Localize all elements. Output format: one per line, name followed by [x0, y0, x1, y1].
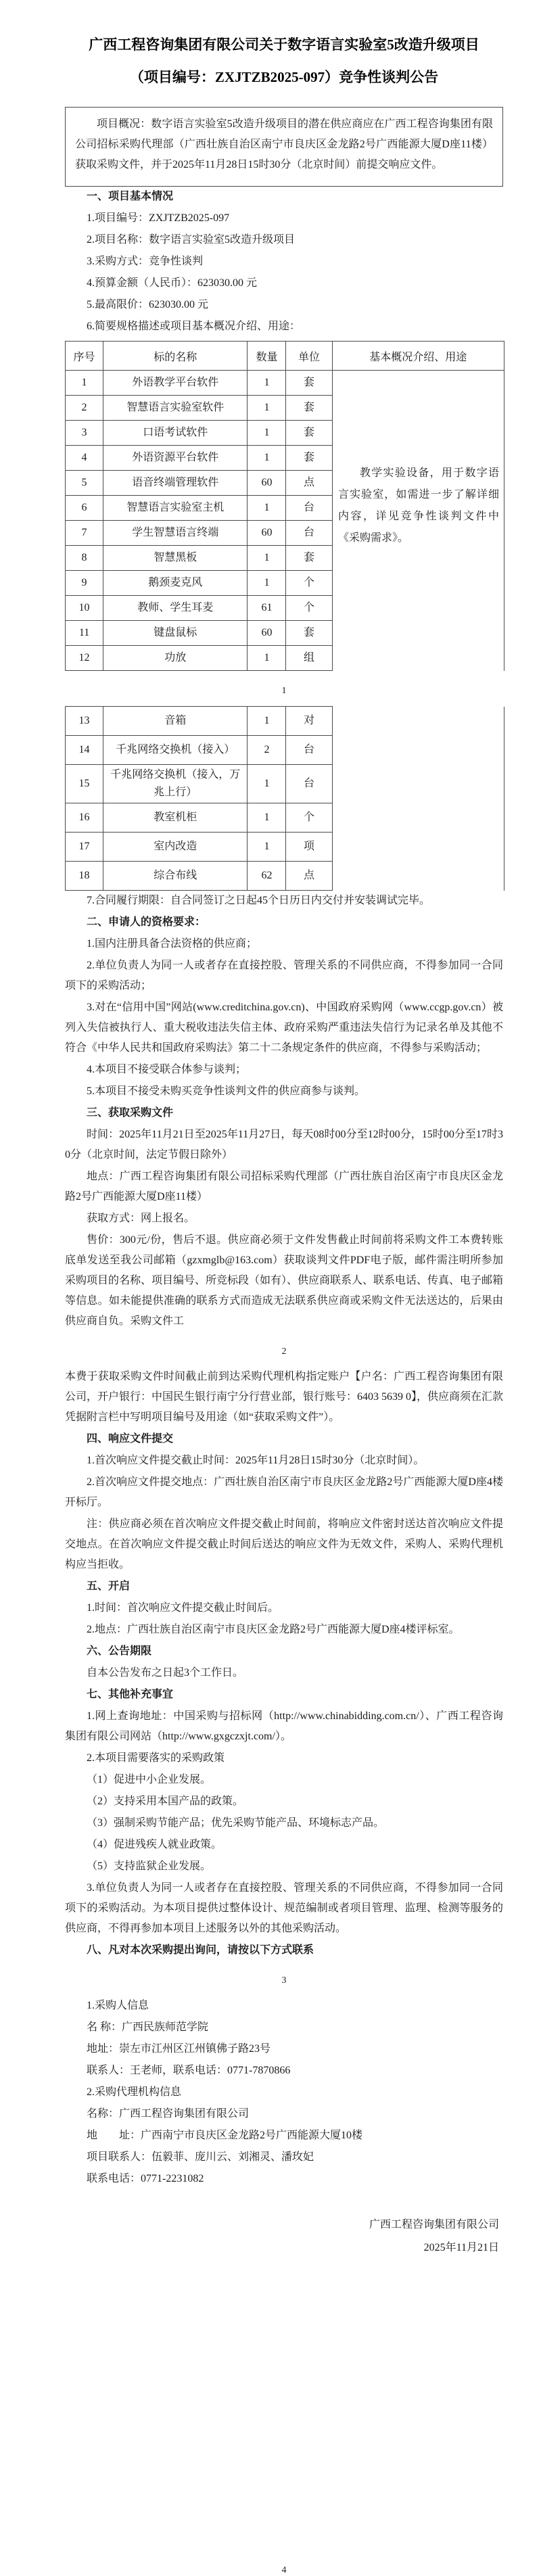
- section-basic-info: [65, 187, 503, 337]
- paragraph: 1.网上查询地址：中国采购与招标网（http://www.chinabidding.com.cn/）、广西工程咨询集团有限公司网站（http://www.gxgczxjt.com/）。: [65, 1710, 503, 1742]
- project-overview-box: [65, 107, 503, 187]
- paragraph: 2.地点：广西壮族自治区南宁市良庆区金龙路2号广西能源大厦D座4楼评标室。: [87, 1624, 460, 1635]
- paragraph: 6.简要规格描述或项目基本概况介绍、用途：: [87, 321, 301, 332]
- paragraph: 八、凡对本次采购提出询问，请按以下方式联系: [87, 1944, 314, 1956]
- cell-name: 语音终端管理软件: [103, 471, 248, 496]
- paragraph: 2.首次响应文件提交地点：广西壮族自治区南宁市良庆区金龙路2号广西能源大厦D座4楼开标厅。: [65, 1476, 503, 1508]
- cell-name: 教师、学生耳麦: [103, 596, 248, 621]
- cell-qty: 1: [248, 396, 286, 421]
- cell-name: 音箱: [103, 707, 248, 736]
- cell-name: 学生智慧语言终端: [103, 521, 248, 546]
- cell-desc: [332, 765, 504, 803]
- cell-name: 鹅颈麦克风: [103, 571, 248, 596]
- cell-desc: [332, 396, 504, 421]
- cell-unit: 个: [286, 803, 332, 833]
- cell-unit: 个: [286, 571, 332, 596]
- paragraph: 1.时间：首次响应文件提交截止时间后。: [87, 1602, 279, 1614]
- paragraph: 时间：2025年11月21日至2025年11月27日，每天08时00分至12时00分，15时00分至17时30分（北京时间，法定节假日除外）: [65, 1129, 503, 1161]
- cell-unit: 台: [286, 736, 332, 765]
- cell-no: 12: [66, 646, 103, 671]
- page-number-2: 2: [281, 1346, 287, 1357]
- table-row: [66, 736, 504, 765]
- cell-qty: 1: [248, 765, 286, 803]
- cell-unit: 点: [286, 471, 332, 496]
- cell-no: 7: [66, 521, 103, 546]
- cell-no: 11: [66, 621, 103, 646]
- title-line-1: 广西工程咨询集团有限公司关于数字语言实验室5改造升级项目: [89, 37, 479, 53]
- page4-bottom-space: [65, 2259, 503, 2550]
- paragraph: （4）促进残疾人就业政策。: [87, 1839, 222, 1850]
- cell-qty: 1: [248, 803, 286, 833]
- cell-qty: 1: [248, 446, 286, 471]
- paragraph: 地 址：广西南宁市良庆区金龙路2号广西能源大厦10楼: [87, 2130, 363, 2141]
- paragraph: 五、开启: [87, 1580, 131, 1592]
- paragraph: 1.国内注册具备合法资格的供应商；: [87, 938, 258, 950]
- paragraph: （5）支持监狱企业发展。: [87, 1860, 212, 1872]
- paragraph: 1.项目编号：ZXJTZB2025-097: [87, 212, 230, 224]
- cell-qty: 1: [248, 707, 286, 736]
- header-name: 标的名称: [103, 342, 248, 371]
- cell-no: 14: [66, 736, 103, 765]
- cell-unit: 套: [286, 371, 332, 396]
- cell-no: 9: [66, 571, 103, 596]
- paragraph: 5.本项目不接受未购买竞争性谈判文件的供应商参与谈判。: [87, 1085, 366, 1097]
- table-row: [66, 707, 504, 736]
- items-table-header: [66, 342, 504, 371]
- cell-name: 外语资源平台软件: [103, 446, 248, 471]
- table-row: [66, 765, 504, 803]
- section-contact-info: [65, 1996, 503, 2189]
- cell-unit: 台: [286, 521, 332, 546]
- table-row: [66, 833, 504, 862]
- cell-unit: 组: [286, 646, 332, 671]
- paragraph: 3.采购方式：竞争性谈判: [87, 256, 204, 267]
- page-number-1: 1: [281, 686, 287, 696]
- header-desc: 基本概况介绍、用途: [332, 342, 504, 371]
- paragraph: （1）促进中小企业发展。: [87, 1774, 212, 1785]
- paragraph: 二、申请人的资格要求：: [87, 916, 206, 928]
- cell-desc: [332, 571, 504, 596]
- paragraph: 售价：300元/份，售后不退。供应商必须于文件发售截止时间前将采购文件工本费转账底单发送至我公司邮箱（gzxmglb@163.com）获取谈判文件PDF电子版，邮件需注明所参加采购项目的名称、项目编号、所竞标段（如有）、供应商联系人、联系电话、传真、电子邮箱等信息。如未能提供准确的联系方式而造成无法联系供应商或采购文件无法送达的，后果由供应商自负。采购文件工: [65, 1234, 504, 1327]
- table-row: [66, 646, 504, 671]
- cell-desc: [332, 833, 504, 862]
- paragraph: （2）支持采用本国产品的政策。: [87, 1796, 244, 1807]
- cell-desc: [332, 707, 504, 736]
- cell-no: 1: [66, 371, 103, 396]
- cell-name: 口语考试软件: [103, 421, 248, 446]
- table-row: [66, 371, 504, 396]
- header-unit: 单位: [286, 342, 332, 371]
- page-number-4: 4: [281, 2565, 287, 2575]
- cell-no: 15: [66, 765, 103, 803]
- paragraph: 项目联系人：伍毅菲、庞川云、刘湘灵、潘玫妃: [87, 2151, 314, 2163]
- cell-qty: 60: [248, 621, 286, 646]
- cell-desc: [332, 371, 504, 396]
- cell-no: 4: [66, 446, 103, 471]
- cell-qty: 2: [248, 736, 286, 765]
- paragraph: 本费于获取采购文件时间截止前到达采购代理机构指定账户【户名：广西工程咨询集团有限公司，开户银行：中国民生银行南宁分行营业部，银行账号：6403 5639 0】，供应商须在汇款凭据附言栏中写明项目编号及用途（如“获取采购文件”）。: [65, 1371, 504, 1423]
- cell-qty: 1: [248, 571, 286, 596]
- table-row: [66, 546, 504, 571]
- paragraph: （3）强制采购节能产品；优先采购节能产品、环境标志产品。: [87, 1817, 385, 1829]
- paragraph: 3.单位负责人为同一人或者存在直接控股、管理关系的不同供应商，不得参加同一合同项下的采购活动。为本项目提供过整体设计、规范编制或者项目管理、监理、检测等服务的供应商，不得再参加本项目上述服务以外的其他采购活动。: [65, 1882, 503, 1934]
- items-table-part2: [65, 706, 504, 891]
- paragraph: 获取方式：网上报名。: [87, 1213, 195, 1224]
- cell-unit: 套: [286, 421, 332, 446]
- title-line-2: （项目编号：ZXJTZB2025-097）竞争性谈判公告: [129, 69, 439, 85]
- paragraph: 2.项目名称：数字语言实验室5改造升级项目: [87, 234, 296, 245]
- paragraph: 1.采购人信息: [87, 2000, 149, 2011]
- table-merged-note: 教学实验设备，用于数字语言实验室，如需进一步了解详细内容，详见竞争性谈判文件中《采购需求》。: [338, 467, 499, 544]
- cell-qty: 1: [248, 546, 286, 571]
- table-row: [66, 571, 504, 596]
- paragraph: 名称：广西工程咨询集团有限公司: [87, 2108, 250, 2120]
- cell-qty: 61: [248, 596, 286, 621]
- cell-no: 6: [66, 496, 103, 521]
- paragraph: 名 称：广西民族师范学院: [87, 2021, 209, 2033]
- cell-name: 千兆网络交换机（接入）: [103, 736, 248, 765]
- paragraph: 4.本项目不接受联合体参与谈判；: [87, 1064, 247, 1075]
- paragraph: 3.对在“信用中国”网站(www.creditchina.gov.cn)、中国政府采购网（www.ccgp.gov.cn）被列入失信被执行人、重大税收违法失信主体、政府采购严重违法失信行为记录名单及其他不符合《中华人民共和国政府采购法》第二十二条规定条件的供应商，不得参与采购活动；: [65, 1002, 503, 1054]
- cell-no: 10: [66, 596, 103, 621]
- page-number-3: 3: [281, 1975, 287, 1986]
- cell-name: 综合布线: [103, 862, 248, 891]
- cell-name: 千兆网络交换机（接入，万兆上行）: [103, 765, 248, 803]
- cell-unit: 套: [286, 446, 332, 471]
- section-submission-and-policies: [65, 1367, 503, 1961]
- cell-desc: [332, 803, 504, 833]
- cell-desc: [332, 736, 504, 765]
- cell-qty: 1: [248, 833, 286, 862]
- paragraph: 注：供应商必须在首次响应文件提交截止时间前，将响应文件密封送达首次响应文件提交地点。在首次响应文件提交截止时间后送达的响应文件为无效文件，采购人、采购代理机构应当拒收。: [65, 1518, 503, 1570]
- cell-name: 功放: [103, 646, 248, 671]
- items-table-part1-wrap: [65, 341, 503, 671]
- cell-name: 智慧语言实验室软件: [103, 396, 248, 421]
- cell-unit: 对: [286, 707, 332, 736]
- document-title: [65, 28, 503, 93]
- paragraph: 地点：广西工程咨询集团有限公司招标采购代理部（广西壮族自治区南宁市良庆区金龙路2号广西能源大厦D座11楼）: [65, 1171, 503, 1202]
- paragraph: 2.采购代理机构信息: [87, 2086, 182, 2098]
- cell-unit: 个: [286, 596, 332, 621]
- cell-desc: [332, 421, 504, 446]
- cell-qty: 60: [248, 521, 286, 546]
- cell-desc: [332, 546, 504, 571]
- signature-block: [65, 2214, 503, 2259]
- announcement-document: [0, 28, 541, 2576]
- table-row: [66, 596, 504, 621]
- cell-name: 智慧黑板: [103, 546, 248, 571]
- cell-unit: 台: [286, 765, 332, 803]
- cell-name: 智慧语言实验室主机: [103, 496, 248, 521]
- header-qty: 数量: [248, 342, 286, 371]
- cell-no: 3: [66, 421, 103, 446]
- cell-desc: [332, 646, 504, 671]
- signature-company: 广西工程咨询集团有限公司: [369, 2219, 499, 2230]
- cell-qty: 1: [248, 496, 286, 521]
- cell-name: 键盘鼠标: [103, 621, 248, 646]
- signature-date: 2025年11月21日: [423, 2242, 499, 2253]
- table-row: [66, 862, 504, 891]
- cell-unit: 点: [286, 862, 332, 891]
- cell-desc: [332, 596, 504, 621]
- cell-no: 16: [66, 803, 103, 833]
- cell-qty: 1: [248, 646, 286, 671]
- cell-name: 室内改造: [103, 833, 248, 862]
- paragraph: 联系电话：0771-2231082: [87, 2173, 204, 2184]
- cell-desc: [332, 862, 504, 891]
- project-overview-text: 项目概况：数字语言实验室5改造升级项目的潜在供应商应在广西工程咨询集团有限公司招标采购代理部（广西壮族自治区南宁市良庆区金龙路2号广西能源大厦D座11楼）获取采购文件，并于2025年11月28日15时30分（北京时间）前提交响应文件。: [75, 118, 493, 170]
- cell-unit: 项: [286, 833, 332, 862]
- paragraph: 三、获取采购文件: [87, 1107, 174, 1119]
- cell-no: 17: [66, 833, 103, 862]
- cell-unit: 台: [286, 496, 332, 521]
- cell-desc: [332, 621, 504, 646]
- header-no: 序号: [66, 342, 103, 371]
- paragraph: 7.合同履行期限：自合同签订之日起45个日历日内交付并安装调试完毕。: [87, 895, 431, 906]
- cell-no: 18: [66, 862, 103, 891]
- table-row: [66, 803, 504, 833]
- table-row: [66, 396, 504, 421]
- cell-unit: 套: [286, 621, 332, 646]
- paragraph: 联系人：王老师，联系电话：0771-7870866: [87, 2065, 291, 2076]
- cell-qty: 62: [248, 862, 286, 891]
- cell-no: 2: [66, 396, 103, 421]
- cell-name: 教室机柜: [103, 803, 248, 833]
- paragraph: 七、其他补充事宜: [87, 1689, 174, 1700]
- cell-qty: 60: [248, 471, 286, 496]
- cell-unit: 套: [286, 396, 332, 421]
- cell-no: 13: [66, 707, 103, 736]
- cell-no: 5: [66, 471, 103, 496]
- cell-unit: 套: [286, 546, 332, 571]
- paragraph: 2.单位负责人为同一人或者存在直接控股、管理关系的不同供应商，不得参加同一合同项下的采购活动；: [65, 960, 503, 991]
- cell-qty: 1: [248, 371, 286, 396]
- paragraph: 六、公告期限: [87, 1645, 152, 1657]
- paragraph: 1.首次响应文件提交截止时间：2025年11月28日15时30分（北京时间）。: [87, 1455, 425, 1466]
- table-row: [66, 421, 504, 446]
- table-row: [66, 621, 504, 646]
- paragraph: 4.预算金额（人民币）：623030.00 元: [87, 277, 258, 289]
- section-qualifications-and-documents: [65, 891, 503, 1332]
- paragraph: 四、响应文件提交: [87, 1433, 174, 1445]
- cell-name: 外语教学平台软件: [103, 371, 248, 396]
- items-table-part2-wrap: [65, 706, 503, 891]
- paragraph: 地址：崇左市江州区江州镇佛子路23号: [87, 2043, 271, 2055]
- paragraph: 2.本项目需要落实的采购政策: [87, 1752, 225, 1764]
- paragraph: 一、项目基本情况: [87, 191, 174, 202]
- cell-no: 8: [66, 546, 103, 571]
- paragraph: 5.最高限价：623030.00 元: [87, 299, 209, 310]
- cell-qty: 1: [248, 421, 286, 446]
- paragraph: 自本公告发布之日起3个工作日。: [87, 1667, 244, 1679]
